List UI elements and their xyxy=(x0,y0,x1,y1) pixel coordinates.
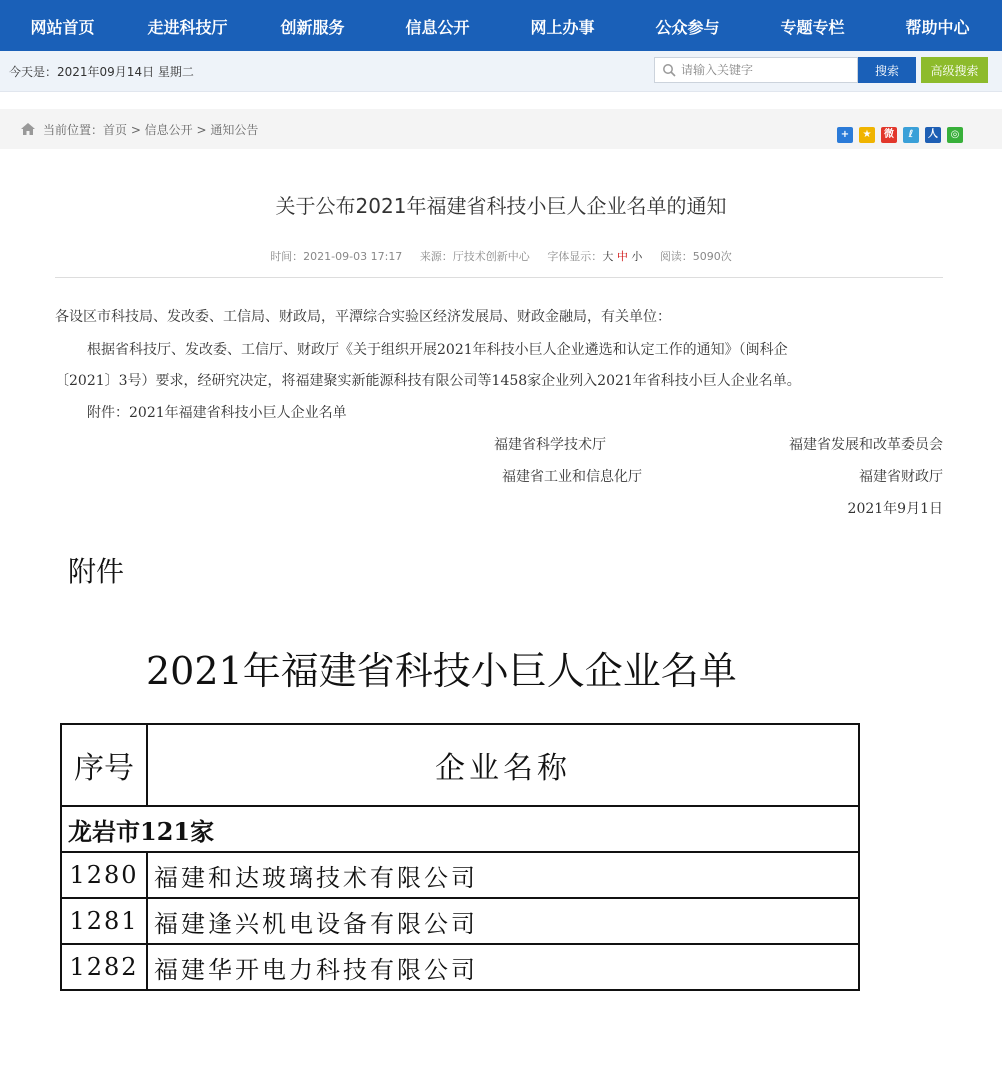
article-salutation: 各设区市科技局、发改委、工信局、财政局，平潭综合实验区经济发展局、财政金融局，有关单位： xyxy=(55,309,671,325)
font-size-label: 字体显示： xyxy=(547,250,603,263)
wechat-icon[interactable]: ◎ xyxy=(947,127,963,143)
share-bar xyxy=(837,127,963,143)
nav-info-public[interactable]: 信息公开 xyxy=(405,18,470,37)
qzone-icon[interactable]: ★ xyxy=(859,127,875,143)
meta-time: 时间：2021-09-03 17:17 xyxy=(270,250,403,263)
attachment-link[interactable]: 附件：2021年福建省科技小巨人企业名单 xyxy=(87,405,347,421)
signer-industry-dept: 福建省工业和信息化厅 xyxy=(502,469,642,485)
advanced-search-button[interactable]: 高级搜索 xyxy=(921,57,988,83)
search-button[interactable]: 搜索 xyxy=(858,57,916,83)
table-row xyxy=(61,852,859,898)
meta-source: 来源：厅技术创新中心 xyxy=(419,250,530,263)
font-size-mid[interactable]: 中 xyxy=(616,250,628,263)
row-name: 福建逢兴机电设备有限公司 xyxy=(147,898,859,944)
signer-science-dept: 福建省科学技术厅 xyxy=(494,437,606,453)
row-no: 1282 xyxy=(61,944,147,990)
plus-share-icon[interactable]: + xyxy=(837,127,853,143)
tencent-weibo-icon[interactable]: ℓ xyxy=(903,127,919,143)
table-row xyxy=(61,898,859,944)
row-no: 1280 xyxy=(61,852,147,898)
row-no: 1281 xyxy=(61,898,147,944)
nav-topics[interactable]: 专题专栏 xyxy=(780,18,845,37)
table-group-row xyxy=(61,806,859,852)
group-label: 龙岩市121家 xyxy=(61,806,859,852)
row-name: 福建华开电力科技有限公司 xyxy=(147,944,859,990)
meta-font-size xyxy=(547,250,642,263)
font-size-large[interactable]: 大 xyxy=(602,250,614,263)
renren-icon[interactable]: 人 xyxy=(925,127,941,143)
article-date: 2021年9月1日 xyxy=(847,501,943,517)
top-nav xyxy=(0,0,1002,51)
header-name: 企业名称 xyxy=(147,724,859,806)
attachment-label: 附件 xyxy=(68,555,125,588)
nav-home[interactable]: 网站首页 xyxy=(30,18,95,37)
table-row xyxy=(61,944,859,990)
nav-about[interactable]: 走进科技厅 xyxy=(147,18,228,37)
company-table xyxy=(60,723,860,991)
font-size-small[interactable]: 小 xyxy=(631,250,643,263)
search-icon xyxy=(662,63,676,77)
nav-help[interactable]: 帮助中心 xyxy=(905,18,970,37)
nav-participation[interactable]: 公众参与 xyxy=(655,18,720,37)
date-text: 今天是：2021年09月14日 星期二 xyxy=(9,65,194,79)
header-no: 序号 xyxy=(61,724,147,806)
signer-development-commission: 福建省发展和改革委员会 xyxy=(789,437,943,453)
meta-reads: 阅读：5090次 xyxy=(659,250,732,263)
home-icon xyxy=(20,122,36,136)
divider xyxy=(55,277,943,278)
nav-innovation[interactable]: 创新服务 xyxy=(280,18,345,37)
signer-finance-dept: 福建省财政厅 xyxy=(859,469,943,485)
search-box xyxy=(654,57,858,83)
breadcrumb[interactable]: 当前位置：首页 > 信息公开 > 通知公告 xyxy=(43,123,259,137)
article-title: 关于公布2021年福建省科技小巨人企业名单的通知 xyxy=(275,194,727,218)
search-input[interactable] xyxy=(681,59,851,81)
row-name: 福建和达玻璃技术有限公司 xyxy=(147,852,859,898)
nav-online-service[interactable]: 网上办事 xyxy=(530,18,595,37)
article-body-line2: 〔2021〕3号）要求，经研究决定，将福建聚实新能源科技有限公司等1458家企业列入2021年省科技小巨人企业名单。 xyxy=(55,373,801,389)
table-header xyxy=(61,724,859,806)
article-body-line1: 根据省科技厅、发改委、工信厅、财政厅《关于组织开展2021年科技小巨人企业遴选和认定工作的通知》（闽科企 xyxy=(87,342,788,358)
weibo-icon[interactable]: 微 xyxy=(881,127,897,143)
attachment-title: 2021年福建省科技小巨人企业名单 xyxy=(146,649,737,693)
article-meta xyxy=(0,248,1002,264)
